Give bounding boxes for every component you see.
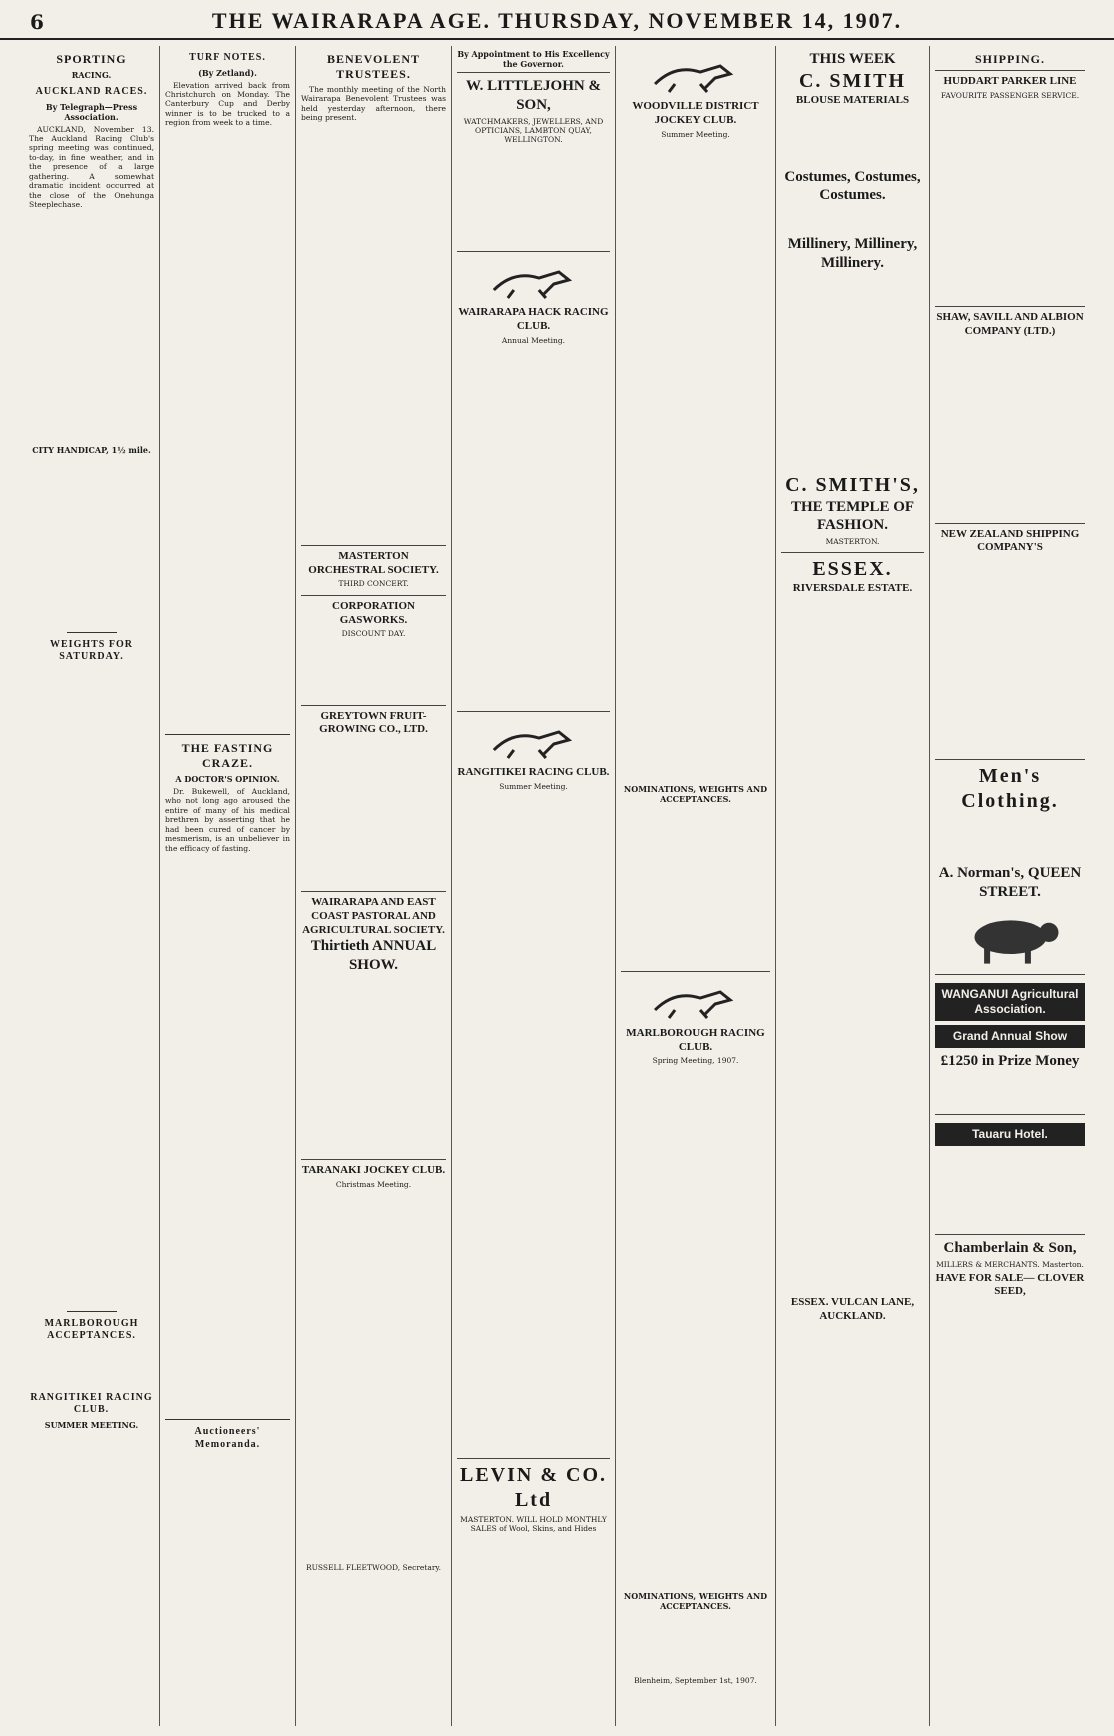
ad-business-name: C. SMITH bbox=[798, 69, 907, 92]
ad-subtitle: Christmas Meeting. bbox=[335, 1179, 412, 1189]
fruit-growing-advertisement bbox=[301, 705, 446, 892]
appointment-notice: By Appointment to His Excellency the Governor. bbox=[457, 49, 610, 69]
racehorse-illustration bbox=[628, 54, 762, 94]
divider bbox=[67, 1311, 117, 1312]
ad-title: TARANAKI JOCKEY CLUB. bbox=[301, 1163, 446, 1176]
ad-title: Chamberlain & Son, bbox=[943, 1240, 1077, 1257]
article-paragraph: AUCKLAND, November 13. The Auckland Racing Club's spring meeting was continued, to-day, in fine weather, and in the presence of a large gathering. A somewhat dramatic incident occurred at the close of the Onehunga Steeplechase. bbox=[29, 124, 154, 210]
ad-title: GREYTOWN FRUIT-GROWING CO., LTD. bbox=[319, 709, 428, 736]
article-heading: THE FASTING CRAZE. bbox=[181, 740, 274, 770]
ad-title: WAIRARAPA HACK RACING CLUB. bbox=[458, 306, 609, 332]
ad-subtitle: THIRD CONCERT. bbox=[338, 579, 409, 589]
ad-subtitle: BLOUSE MATERIALS bbox=[795, 93, 910, 106]
ad-title: HUDDART PARKER LINE bbox=[943, 75, 1077, 87]
section-heading: SPORTING bbox=[56, 52, 127, 66]
trustees-text bbox=[301, 125, 446, 545]
show-advertisement bbox=[935, 974, 1085, 1115]
ad-subtitle: Annual Meeting. bbox=[501, 335, 566, 345]
ad-title: MASTERTON ORCHESTRAL SOCIETY. bbox=[308, 549, 439, 576]
divider bbox=[165, 1419, 290, 1420]
ad-footer: ESSEX. VULCAN LANE, AUCKLAND. bbox=[790, 1296, 915, 1322]
jeweller-advertisement bbox=[457, 72, 610, 251]
article-heading: CITY HANDICAP, 1½ mile. bbox=[32, 444, 151, 455]
column-3 bbox=[296, 46, 452, 1726]
ad-subtitle: FAVOURITE PASSENGER SERVICE. bbox=[940, 90, 1080, 100]
ad-subtitle: Thirtieth ANNUAL SHOW. bbox=[310, 938, 437, 974]
column-2 bbox=[160, 46, 296, 1726]
byline: (By Zetland). bbox=[198, 67, 257, 78]
clothing-advertisement bbox=[935, 759, 1085, 974]
ad-title: WAIRARAPA AND EAST COAST PASTORAL AND AGRICULTURAL SOCIETY. bbox=[302, 896, 445, 936]
wool-sales-advertisement bbox=[457, 1458, 610, 1540]
column-1 bbox=[24, 46, 160, 1726]
newspaper-title: THE WAIRARAPA AGE. THURSDAY, NOVEMBER 14, 1907. bbox=[211, 8, 903, 33]
concert-advertisement bbox=[301, 545, 446, 595]
subheading: RACING. bbox=[71, 70, 112, 80]
rangitikei-advertisement bbox=[457, 711, 610, 1458]
shipping-advertisement bbox=[935, 70, 1085, 306]
byline: By Telegraph—Press Association. bbox=[45, 101, 138, 122]
article-paragraph: Elevation arrived back from Christchurch on Monday. The Canterbury Cup and Derby winner is to be trucked to a region from week to a time. bbox=[165, 80, 290, 128]
shipping-advertisement bbox=[935, 306, 1085, 523]
ad-business-name: C. SMITH'S, bbox=[785, 473, 920, 496]
article-heading: TURF NOTES. bbox=[189, 52, 266, 63]
column-7 bbox=[930, 46, 1090, 1726]
ad-title: RANGITIKEI RACING CLUB. bbox=[457, 766, 610, 779]
column-5 bbox=[616, 46, 776, 1726]
ad-title: Tauaru Hotel. bbox=[935, 1123, 1085, 1146]
racehorse-illustration bbox=[465, 260, 603, 300]
show-advertisement bbox=[301, 891, 446, 1159]
article-heading: MARLBOROUGH ACCEPTANCES. bbox=[44, 1317, 139, 1342]
divider bbox=[67, 632, 117, 633]
hack-racing-advertisement bbox=[457, 251, 610, 711]
ad-title: W. LITTLEJOHN & SON, bbox=[466, 78, 601, 113]
ad-subtitle: RIVERSDALE ESTATE. bbox=[792, 582, 913, 595]
prize-money: £1250 in Prize Money bbox=[940, 1052, 1080, 1069]
ad-subtitle: A. Norman's, QUEEN STREET. bbox=[938, 865, 1082, 900]
racehorse-illustration bbox=[465, 720, 603, 760]
signature: Blenheim, September 1st, 1907. bbox=[634, 1675, 757, 1685]
article-heading: WEIGHTS FOR SATURDAY. bbox=[50, 638, 133, 663]
article-paragraph: Dr. Bukewell, of Auckland, who not long ago aroused the entire of many of his medical brethren by asserting that he had been cured of cancer by mesmerism, is an unbeliever in the efficacy of fasting. bbox=[165, 786, 290, 853]
estate-advertisement bbox=[781, 552, 924, 1327]
ad-title: Men's Clothing. bbox=[961, 765, 1059, 813]
race-results-text bbox=[29, 458, 154, 628]
article-heading: AUCKLAND RACES. bbox=[35, 86, 148, 97]
ad-subtitle: THE TEMPLE OF FASHION. bbox=[790, 498, 915, 534]
ad-subtitle: MILLERS & MERCHANTS. Masterton. bbox=[936, 1260, 1084, 1270]
acceptances-text bbox=[29, 1346, 154, 1386]
subheading: SUMMER MEETING. bbox=[44, 1419, 139, 1430]
section-heading: SHIPPING. bbox=[974, 52, 1045, 66]
ad-subtitle: Spring Meeting, 1907. bbox=[652, 1056, 739, 1066]
ad-title: THIS WEEK bbox=[809, 51, 896, 67]
subheading: NOMINATIONS, WEIGHTS AND ACCEPTANCES. bbox=[623, 784, 768, 805]
race-results-text bbox=[29, 212, 154, 442]
article-heading: Auctioneers' Memoranda. bbox=[194, 1426, 261, 1450]
column-6 bbox=[776, 46, 930, 1726]
ad-millinery: Millinery, Millinery, Millinery. bbox=[787, 236, 918, 271]
divider bbox=[165, 734, 290, 735]
marlborough-advertisement bbox=[621, 971, 770, 1691]
ad-title: WANGANUI Agricultural Association. bbox=[935, 983, 1085, 1021]
ad-subtitle: WATCHMAKERS, JEWELLERS, AND OPTICIANS, LAMBTON QUAY, WELLINGTON. bbox=[463, 116, 604, 145]
fasting-text bbox=[165, 855, 290, 1415]
shipping-advertisement bbox=[935, 523, 1085, 760]
gasworks-advertisement bbox=[301, 595, 446, 705]
ad-subtitle: Summer Meeting. bbox=[661, 129, 730, 139]
signature: RUSSELL FLEETWOOD, Secretary. bbox=[305, 1563, 442, 1573]
drapery-advertisement bbox=[781, 46, 924, 552]
ad-title: CORPORATION GASWORKS. bbox=[332, 599, 415, 626]
article-paragraph: The monthly meeting of the North Wairarapa Benevolent Trustees was held yesterday afternoon, there being present. bbox=[301, 85, 446, 123]
article-heading: BENEVOLENT TRUSTEES. bbox=[326, 52, 421, 81]
subheading: NOMINATIONS, WEIGHTS AND ACCEPTANCES. bbox=[623, 1590, 768, 1611]
ad-title: ESSEX. bbox=[812, 558, 893, 581]
article-heading: RANGITIKEI RACING CLUB. bbox=[30, 1391, 153, 1416]
column-4 bbox=[452, 46, 616, 1726]
masthead bbox=[0, 0, 1114, 40]
ad-title: WOODVILLE DISTRICT JOCKEY CLUB. bbox=[632, 100, 759, 127]
ad-location: MASTERTON. bbox=[825, 537, 880, 546]
weights-text bbox=[29, 667, 154, 1307]
ad-subtitle: DISCOUNT DAY. bbox=[341, 629, 406, 639]
ad-title: LEVIN & CO. Ltd bbox=[459, 1463, 607, 1511]
hotel-advertisement bbox=[935, 1114, 1085, 1234]
ad-title: NEW ZEALAND SHIPPING COMPANY'S bbox=[940, 527, 1080, 554]
bull-illustration bbox=[943, 906, 1078, 966]
ad-title: MARLBOROUGH RACING CLUB. bbox=[626, 1026, 765, 1053]
ad-footer: HAVE FOR SALE— CLOVER SEED, bbox=[935, 1271, 1085, 1298]
ad-title: SHAW, SAVILL AND ALBION COMPANY (LTD.) bbox=[936, 311, 1084, 337]
racehorse-illustration bbox=[628, 980, 762, 1020]
woodville-advertisement bbox=[621, 46, 770, 971]
ad-subtitle: Grand Annual Show bbox=[935, 1025, 1085, 1048]
page-number: 6 bbox=[30, 10, 44, 34]
turf-notes-text bbox=[165, 130, 290, 730]
jockey-club-advertisement bbox=[301, 1159, 446, 1579]
millers-advertisement bbox=[935, 1234, 1085, 1303]
ad-subtitle: Summer Meeting. bbox=[499, 782, 568, 792]
newspaper-page bbox=[24, 46, 1090, 1726]
subheading: A DOCTOR'S OPINION. bbox=[175, 773, 280, 784]
ad-subtitle: MASTERTON. WILL HOLD MONTHLY SALES of Wool, Skins, and Hides bbox=[460, 1514, 607, 1533]
ad-costumes: Costumes, Costumes, Costumes. bbox=[784, 168, 921, 204]
